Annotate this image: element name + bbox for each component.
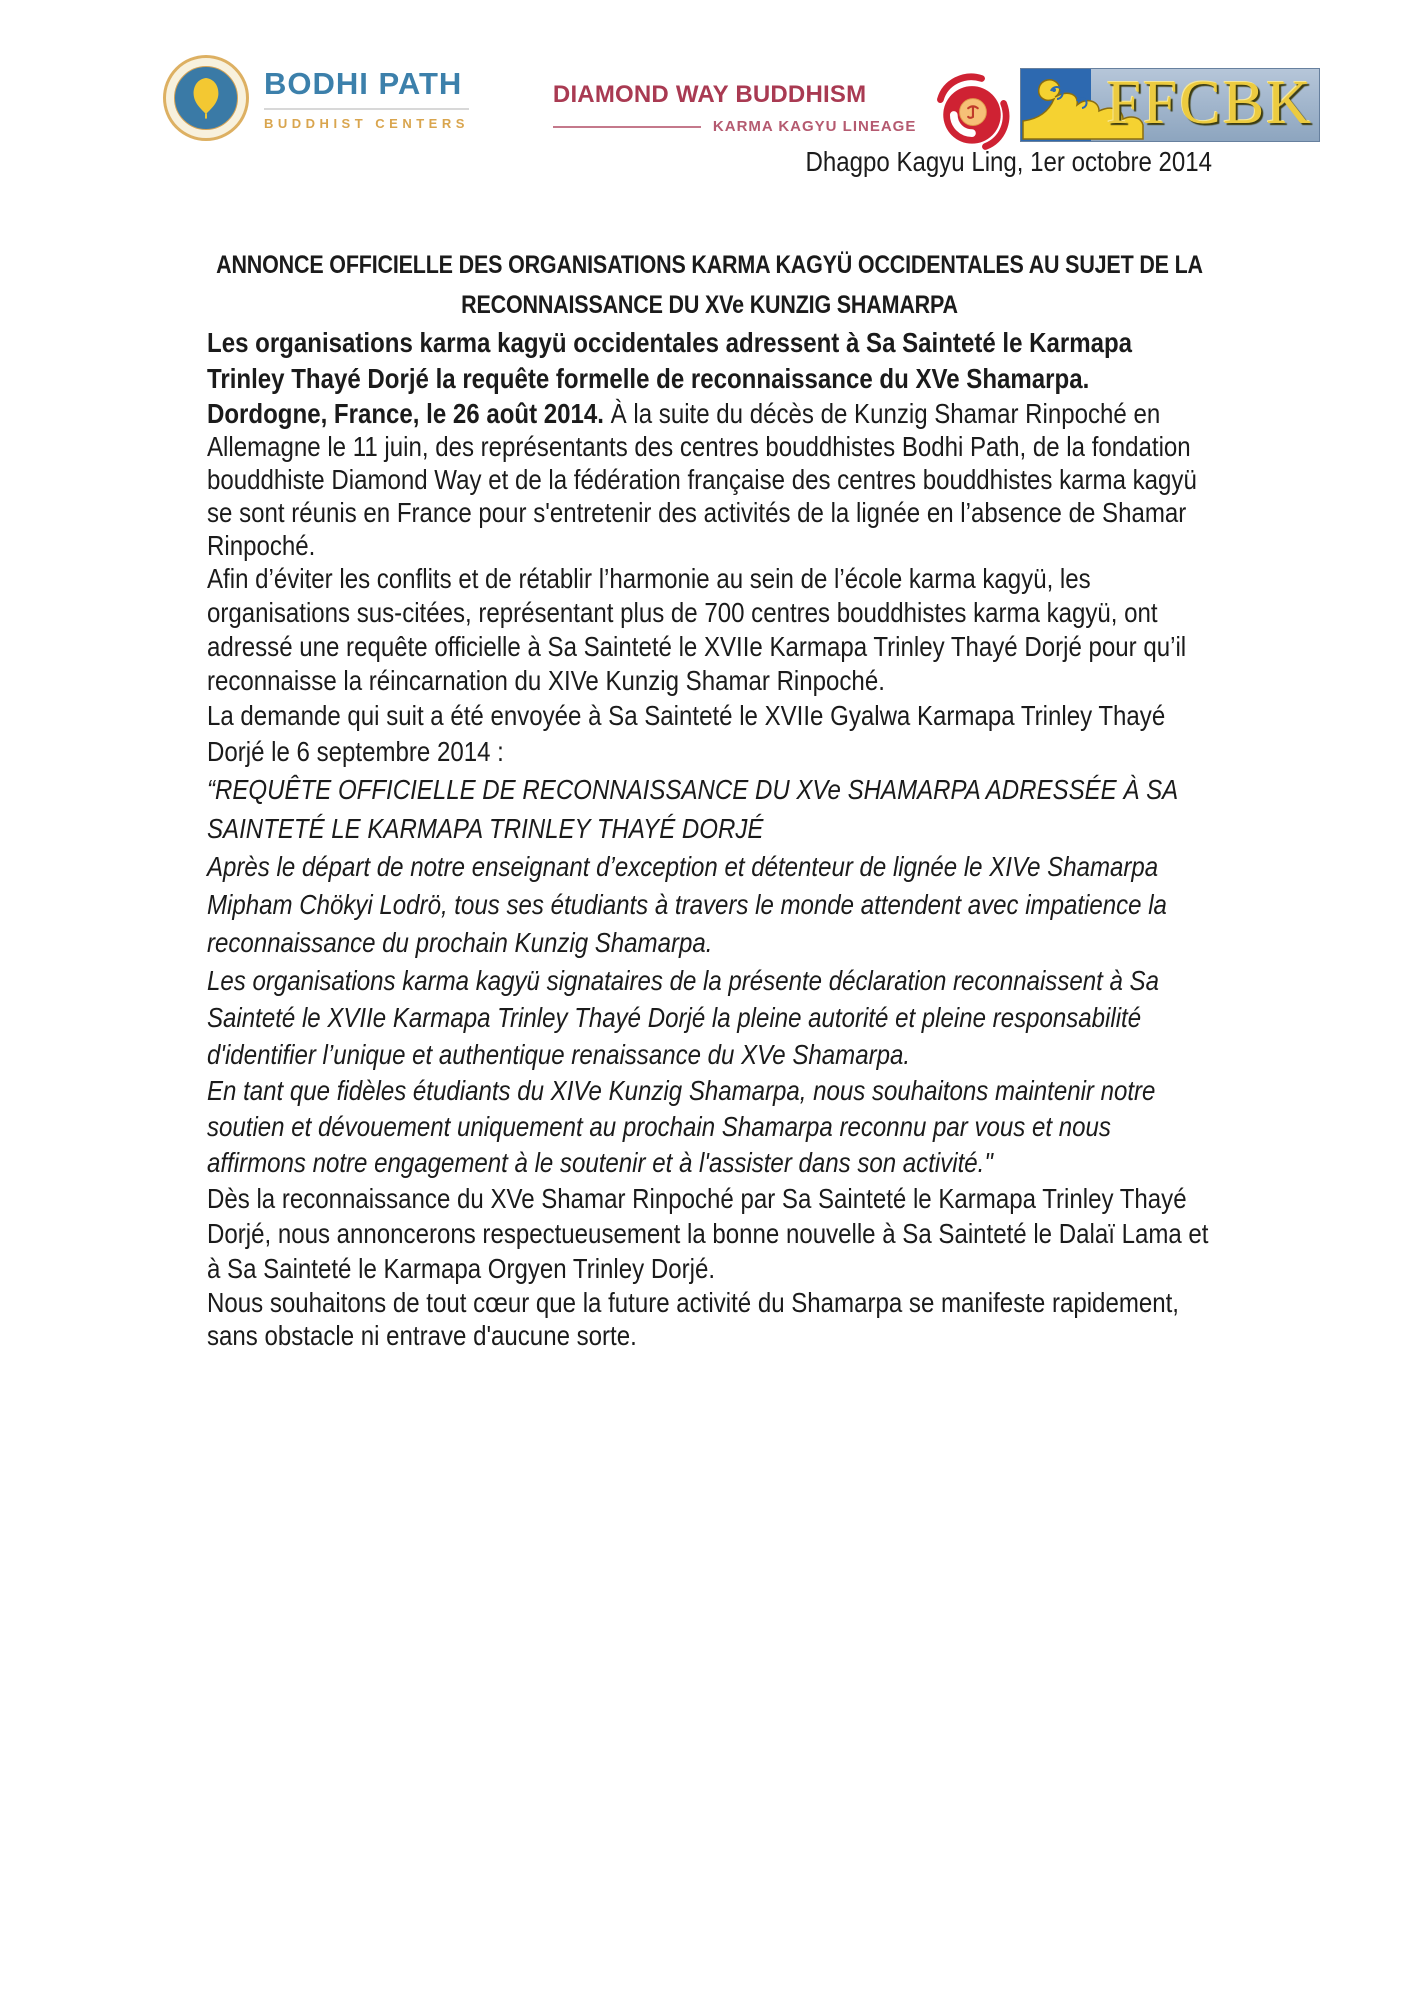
bodhi-path-emblem [163, 55, 249, 141]
diamond-way-subtitle: KARMA KAGYU LINEAGE [712, 118, 917, 135]
ffcbk-acronym: FFCBK [1106, 68, 1313, 137]
quote-paragraph-1: Après le départ de notre enseignant d’exception et détenteur de lignée le XIVe Shamarpa Mipham Chökyi Lodrö, tous ses étudiants à travers le monde attendent avec impatience la reconnaissance du prochain Kunzig Shamarpa. [207, 851, 1167, 958]
document-title-line1: ANNONCE OFFICIELLE DES ORGANISATIONS KARMA KAGYÜ OCCIDENTALES AU SUJET DE LA [216, 251, 1203, 279]
quote-paragraph-2: Les organisations karma kagyü signataires de la présente déclaration reconnaissent à Sa Sainteté le XVIIe Karmapa Trinley Thayé Dorjé la pleine autorité et pleine responsabilité d'identifier l’unique et authentique renaissance du XVe Shamarpa. [207, 965, 1159, 1070]
intro-paragraph: Les organisations karma kagyü occidentales adressent à Sa Sainteté le Karmapa Trinley Thayé Dorjé la requête formelle de reconnaissance du XVe Shamarpa. [207, 327, 1133, 394]
document-title [207, 245, 1212, 325]
diamond-way-wordmark [553, 81, 916, 135]
paragraph-dordogne [207, 397, 1212, 562]
quote-title: “REQUÊTE OFFICIELLE DE RECONNAISSANCE DU XVe SHAMARPA ADRESSÉE À SA SAINTETÉ LE KARMAPA TRINLEY THAYÉ DORJÉ [207, 774, 1178, 844]
bodhi-path-logo [163, 55, 469, 141]
closing-paragraph-2: Nous souhaitons de tout cœur que la future activité du Shamarpa se manifeste rapidement, sans obstacle ni entrave d'aucune sorte. [207, 1287, 1179, 1351]
bodhi-path-emblem-inner [174, 66, 238, 130]
dordogne-body-text: À la suite du décès de Kunzig Shamar Rinpoché en Allemagne le 11 juin, des représentants des centres bouddhistes Bodhi Path, de la fondation bouddhiste Diamond Way et de la fédération française des centres bouddhistes karma kagyü se sont réunis en France pour s'entretenir des activités de la lignée en l’absence de Shamar Rinpoché. [207, 398, 1197, 561]
dordogne-date-lead: Dordogne, France, le 26 août 2014. [207, 398, 604, 429]
dateline: Dhagpo Kagyu Ling, 1er octobre 2014 [805, 146, 1213, 177]
bodhi-path-subtitle: BUDDHIST CENTERS [264, 108, 469, 131]
document-title-line2: RECONNAISSANCE DU XVe KUNZIG SHAMARPA [461, 291, 958, 319]
letter-body [207, 147, 1212, 1352]
bodhi-leaf-icon [190, 76, 222, 120]
diamond-way-divider-line [553, 126, 701, 128]
diamond-way-title: DIAMOND WAY BUDDHISM [552, 81, 867, 108]
quote-paragraph-3: En tant que fidèles étudiants du XIVe Kunzig Shamarpa, nous souhaitons maintenir notre soutien et dévouement uniquement au prochain Shamarpa reconnu par vous et nous affirmons notre engagement à le soutenir et à l'assister dans son activité." [207, 1075, 1156, 1178]
closing-paragraph-1: Dès la reconnaissance du XVe Shamar Rinpoché par Sa Sainteté le Karmapa Trinley Thayé Dorjé, nous annoncerons respectueusement la bonne nouvelle à Sa Sainteté le Dalaï Lama et à Sa Sainteté le Karmapa Orgyen Trinley Dorjé. [207, 1183, 1209, 1284]
bodhi-path-title: BODHI PATH [264, 65, 463, 101]
logo-strip [0, 55, 1414, 155]
ffcbk-badge [1020, 68, 1320, 142]
bodhi-path-wordmark [264, 66, 469, 131]
paragraph-afin: Afin d’éviter les conflits et de rétablir l’harmonie au sein de l’école karma kagyü, les organisations sus-citées, représentant plus de 700 centres bouddhistes karma kagyü, ont adressé une requête officielle à Sa Sainteté le XVIIe Karmapa Trinley Thayé Dorjé pour qu’il reconnaisse la réincarnation du XIVe Kunzig Shamar Rinpoché. [207, 563, 1187, 696]
diamond-way-subtitle-row [553, 118, 916, 135]
paragraph-demande: La demande qui suit a été envoyée à Sa Sainteté le XVIIe Gyalwa Karmapa Trinley Thayé Dorjé le 6 septembre 2014 : [207, 700, 1166, 767]
ffcbk-logo [1020, 55, 1320, 142]
